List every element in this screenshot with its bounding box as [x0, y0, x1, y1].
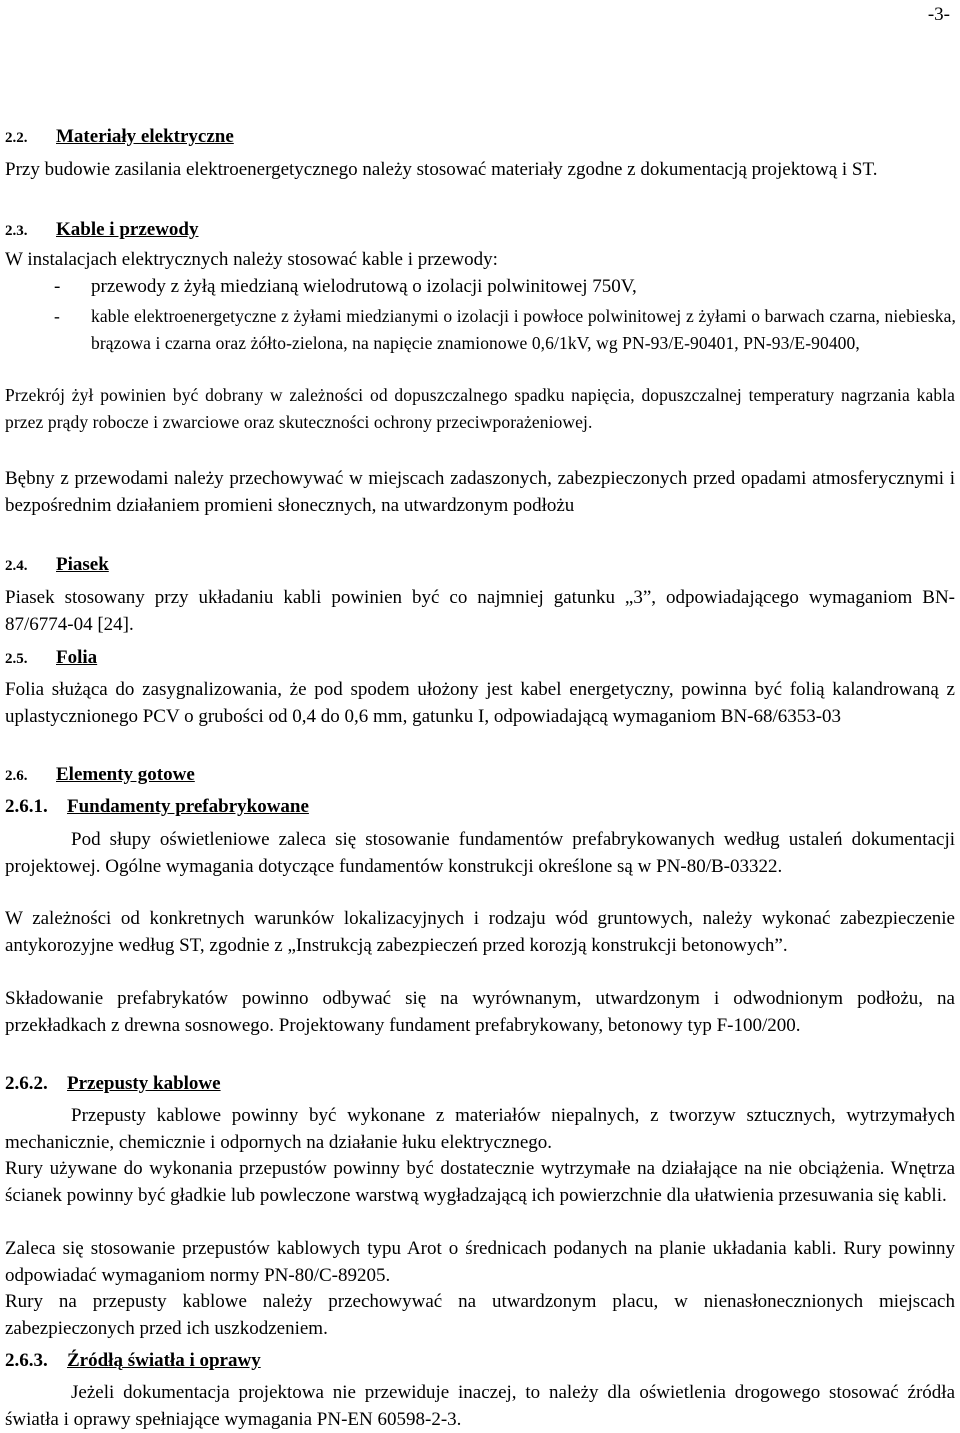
- section-2-4-paragraph: Piasek stosowany przy układaniu kabli powinien być co najmniej gatunku „3”, odpowiadającego wymaganiom BN-87/6774-04 [24].: [5, 587, 955, 635]
- section-title: Materiały elektryczne: [56, 126, 234, 147]
- section-number: 2.2.: [5, 130, 28, 146]
- section-number: 2.4.: [5, 558, 28, 574]
- section-title: Źródłą światła i oprawy: [67, 1350, 261, 1371]
- section-number: 2.3.: [5, 223, 28, 239]
- section-2-5-heading: [5, 645, 955, 672]
- section-2-3-intro: W instalacjach elektrycznych należy stosować kable i przewody:: [5, 249, 498, 270]
- section-title: Folia: [56, 647, 98, 668]
- section-2-6-1-heading: [5, 794, 955, 820]
- section-title: Fundamenty prefabrykowane: [67, 796, 309, 817]
- section-number: 2.5.: [5, 651, 28, 667]
- list-dash: -: [54, 276, 61, 297]
- section-2-6-2-paragraph-2: Rury używane do wykonania przepustów powinny być dostatecznie wytrzymałe na działające na nie obciążenia. Wnętrza ścianek powinny być gładkie lub powleczone warstwą wygładzającą ich powierzchnie dla ułatwienia przesuwania się kabli.: [5, 1158, 955, 1206]
- list-item: [54, 303, 956, 356]
- section-title: Piasek: [56, 554, 109, 575]
- section-title: Kable i przewody: [56, 219, 199, 240]
- section-number: 2.6.3.: [5, 1350, 48, 1371]
- section-2-2-paragraph: Przy budowie zasilania elektroenergetycznego należy stosować materiały zgodne z dokumentacją projektową i ST.: [5, 159, 878, 180]
- section-number: 2.6.: [5, 768, 28, 784]
- list-item-text: przewody z żyłą miedzianą wielodrutową o izolacji polwinitowej 750V,: [91, 276, 637, 297]
- section-2-6-3-paragraph: Jeżeli dokumentacja projektowa nie przewiduje inaczej, to należy dla oświetlenia drogowego stosować źródła światła i oprawy spełniające wymagania PN-EN 60598-2-3.: [5, 1382, 955, 1430]
- section-2-6-2-paragraph-1: Przepusty kablowe powinny być wykonane z materiałów niepalnych, z tworzyw sztucznych, wytrzymałych mechanicznie, chemicznie i odpornych na działanie łuku elektrycznego.: [5, 1105, 955, 1153]
- section-2-3-heading: [5, 217, 955, 244]
- section-2-6-1-paragraph-3: Składowanie prefabrykatów powinno odbywać się na wyrównanym, utwardzonym i odwodnionym podłożu, na przekładkach z drewna sosnowego. Projektowany fundament prefabrykowany, betonowy typ F-100/200.: [5, 988, 955, 1036]
- section-2-2-heading: [5, 124, 955, 151]
- section-2-6-2-paragraph-4: Rury na przepusty kablowe należy przechowywać na utwardzonym placu, w nienasłonecznionych miejscach zabezpieczonych przed ich uszkodzeniem.: [5, 1291, 955, 1339]
- section-number: 2.6.2.: [5, 1073, 48, 1094]
- section-2-5-paragraph: Folia służąca do zasygnalizowania, że pod spodem ułożony jest kabel energetyczny, powinna być folią kalandrowaną z uplastycznionego PCV o grubości od 0,4 do 0,6 mm, gatunku I, odpowiadającą wymaganiom BN-68/6353-03: [5, 679, 955, 727]
- section-title: Przepusty kablowe: [67, 1073, 221, 1094]
- section-2-3-paragraph-2: Bębny z przewodami należy przechowywać w miejscach zadaszonych, zabezpieczonych przed opadami atmosferycznymi i bezpośrednim działaniem promieni słonecznych, na utwardzonym podłożu: [5, 468, 955, 516]
- list-item-text: kable elektroenergetyczne z żyłami miedzianymi o izolacji i powłoce polwinitowej z żyłami o barwach czarna, niebieska, brązowa i czarna oraz żółto-zielona, na napięcie znamionowe 0,6/1kV, wg PN-93/E-90401, PN-93/E-90400,: [91, 306, 956, 353]
- section-2-6-2-paragraph-3: Zaleca się stosowanie przepustów kablowych typu Arot o średnicach podanych na planie układania kabli. Rury powinny odpowiadać wymaganiom normy PN-80/C-89205.: [5, 1238, 955, 1286]
- section-2-3-paragraph-1: Przekrój żył powinien być dobrany w zależności od dopuszczalnego spadku napięcia, dopuszczalnej temperatury nagrzania kabla przez prądy robocze i zwarciowe oraz skuteczności ochrony przeciwporażeniowej.: [5, 385, 955, 432]
- section-number: 2.6.1.: [5, 796, 48, 817]
- section-2-6-2-heading: [5, 1071, 955, 1097]
- section-title: Elementy gotowe: [56, 764, 195, 785]
- list-item: [54, 274, 956, 301]
- section-2-6-3-heading: [5, 1348, 955, 1374]
- page-number: -3-: [927, 4, 950, 25]
- section-2-6-heading: [5, 762, 955, 789]
- section-2-6-1-paragraph-2: W zależności od konkretnych warunków lokalizacyjnych i rodzaju wód gruntowych, należy wykonać zabezpieczenie antykorozyjne według ST, zgodnie z „Instrukcją zabezpieczeń przed korozją konstrukcji betonowych”.: [5, 908, 955, 956]
- list-dash: -: [54, 306, 60, 326]
- section-2-6-1-paragraph-1: Pod słupy oświetleniowe zaleca się stosowanie fundamentów prefabrykowanych według ustaleń dokumentacji projektowej. Ogólne wymagania dotyczące fundamentów konstrukcji określone są w PN-80/B-03322.: [5, 829, 955, 877]
- section-2-4-heading: [5, 552, 955, 579]
